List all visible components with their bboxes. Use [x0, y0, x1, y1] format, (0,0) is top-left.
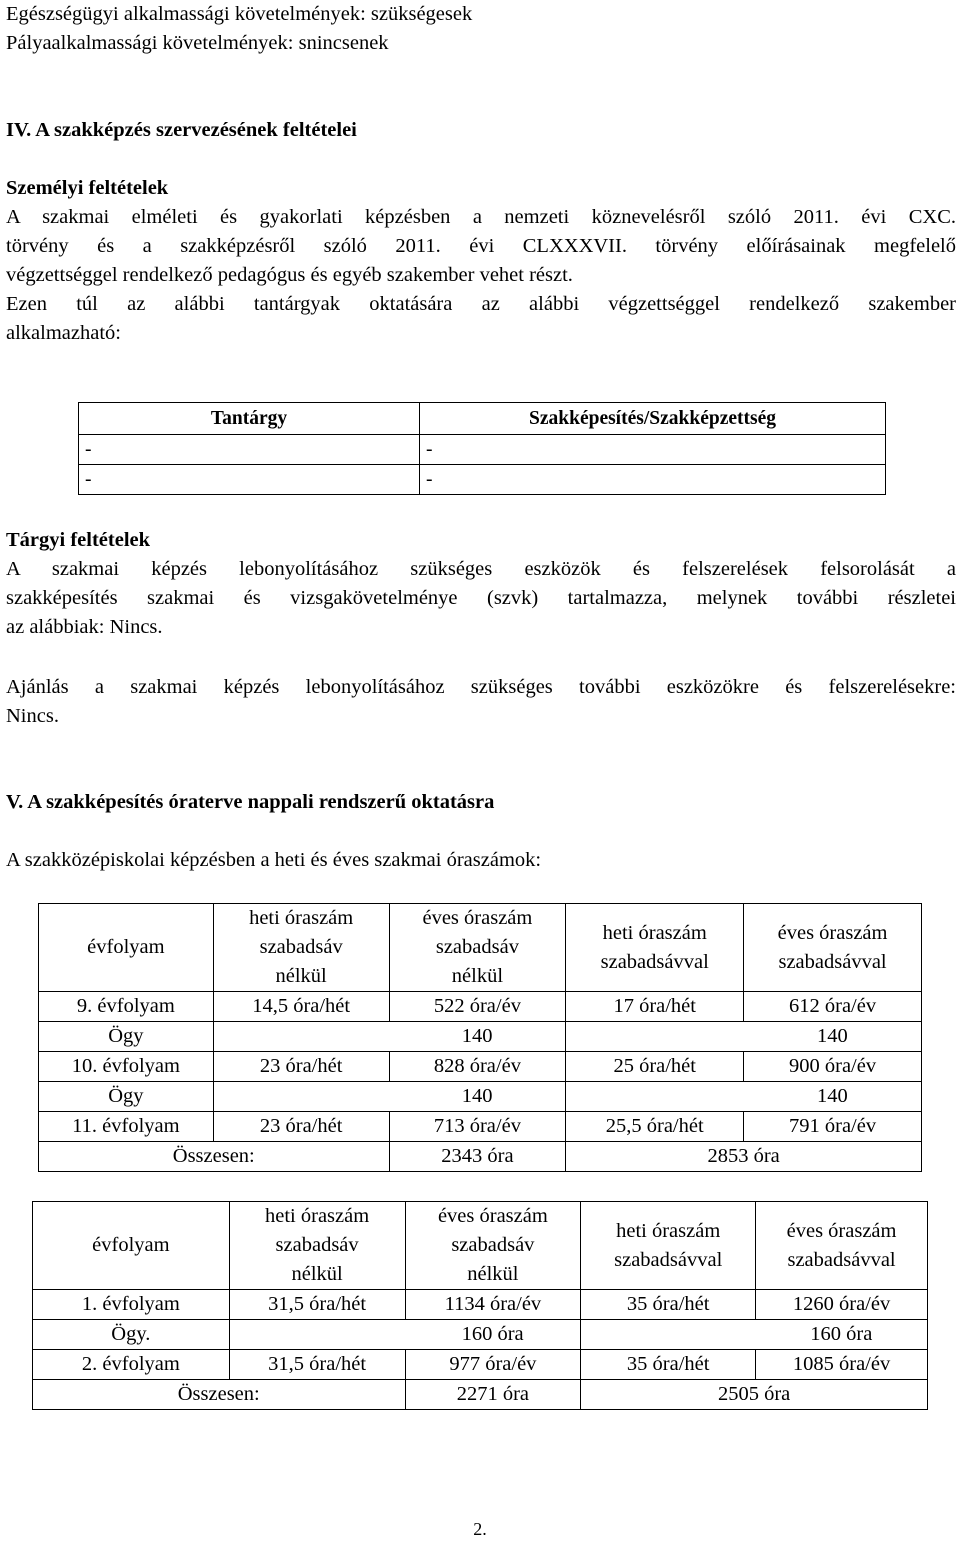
table-row [39, 992, 922, 1022]
table-header-row [33, 1202, 928, 1290]
column-header-line: nélkül [275, 965, 327, 987]
material-line-3: az alábbiak: Nincs. [6, 616, 163, 638]
column-header [581, 1202, 756, 1290]
personal-conditions-heading: Személyi feltételek [6, 177, 169, 199]
column-header-line: évfolyam [92, 1234, 170, 1256]
hours-cell: 1134 óra/év [405, 1290, 581, 1320]
material-line-1: A szakmai képzés lebonyolításához szükséges eszközök és felszerelések felsorolását a [6, 558, 956, 580]
hours-cell: 1260 óra/év [756, 1290, 928, 1320]
summer-practice-hours: 140 [389, 1082, 566, 1112]
empty-cell [566, 1082, 744, 1112]
column-header-line: heti óraszám [249, 907, 354, 929]
qualification-header: Szakképesítés/Szakképzettség [420, 403, 886, 435]
hours-cell: 35 óra/hét [581, 1290, 756, 1320]
column-header-line: szabadsávval [600, 950, 709, 973]
total-without-free: 2271 óra [405, 1380, 581, 1410]
personal-line-5: alkalmazható: [6, 322, 121, 344]
hours-table-2 [32, 1201, 928, 1410]
hours-cell: 23 óra/hét [213, 1112, 389, 1142]
hours-cell: 31,5 óra/hét [229, 1350, 405, 1380]
table-row [39, 1022, 922, 1052]
hours-cell: 14,5 óra/hét [213, 992, 389, 1022]
column-header [756, 1202, 928, 1290]
summer-practice-hours: 160 óra [756, 1320, 928, 1350]
hours-cell: 25,5 óra/hét [566, 1112, 744, 1142]
column-header-line: heti óraszám [602, 921, 707, 944]
column-header-line: szabadsáv [259, 936, 343, 958]
column-header [744, 904, 922, 992]
empty-cell [229, 1320, 405, 1350]
year-cell: 10. évfolyam [39, 1052, 214, 1082]
personal-line-3: végzettséggel rendelkező pedagógus és egyéb szakember vehet részt. [6, 264, 573, 286]
total-with-free: 2853 óra [566, 1142, 922, 1172]
column-header [405, 1202, 581, 1290]
subject-header: Tantárgy [79, 403, 420, 435]
hours-cell: 17 óra/hét [566, 992, 744, 1022]
hours-cell: 23 óra/hét [213, 1052, 389, 1082]
qualification-cell: - [420, 435, 886, 465]
hours-table-1 [38, 903, 922, 1172]
total-label: Összesen: [39, 1142, 390, 1172]
page-number: 2. [473, 1519, 487, 1539]
column-header-line: szabadsáv [451, 1234, 535, 1256]
column-header [566, 904, 744, 992]
personal-line-1: A szakmai elméleti és gyakorlati képzésben a nemzeti köznevelésről szóló 2011. évi CXC. [6, 206, 956, 228]
column-header-line: heti óraszám [265, 1205, 370, 1227]
table-header-row [79, 403, 886, 435]
qualification-cell: - [420, 465, 886, 495]
column-header [39, 904, 214, 992]
empty-cell [213, 1022, 389, 1052]
recommendation-line-2: Nincs. [6, 705, 59, 727]
personal-line-4: Ezen túl az alábbi tantárgyak oktatására az alábbi végzettséggel rendelkező szakember [6, 293, 956, 315]
column-header-line: nélkül [451, 965, 504, 987]
column-header-line: nélkül [291, 1263, 343, 1285]
table-row [33, 1320, 928, 1350]
column-header-line: nélkül [467, 1263, 519, 1285]
column-header-line: évfolyam [87, 936, 165, 958]
summer-practice-hours: 160 óra [405, 1320, 581, 1350]
total-without-free: 2343 óra [389, 1142, 566, 1172]
section-5-intro: A szakközépiskolai képzésben a heti és éves szakmai óraszámok: [6, 849, 542, 871]
total-label: Összesen: [33, 1380, 406, 1410]
table-header-row [39, 904, 922, 992]
empty-cell [581, 1320, 756, 1350]
column-header [389, 904, 566, 992]
hours-cell: 31,5 óra/hét [229, 1290, 405, 1320]
column-header [213, 904, 389, 992]
hours-cell: 522 óra/év [389, 992, 566, 1022]
section-4-title: IV. A szakképzés szervezésének feltételei [6, 119, 357, 141]
hours-cell: 35 óra/hét [581, 1350, 756, 1380]
column-header-line: szabadsávval [787, 1248, 896, 1271]
table-row [79, 465, 886, 495]
summer-practice-label: Ögy [39, 1022, 214, 1052]
column-header-line: szabadsávval [778, 950, 887, 973]
column-header-line: szabadsáv [275, 1234, 359, 1256]
summer-practice-label: Ögy [39, 1082, 214, 1112]
table-row [33, 1290, 928, 1320]
hours-cell: 900 óra/év [744, 1052, 922, 1082]
column-header-line: szabadsávval [614, 1248, 723, 1271]
subject-qualification-table [78, 402, 886, 495]
material-conditions-heading: Tárgyi feltételek [6, 529, 151, 551]
table-row [79, 435, 886, 465]
table-row [33, 1380, 928, 1410]
table-row [39, 1082, 922, 1112]
table-row [39, 1142, 922, 1172]
table-row [39, 1112, 922, 1142]
year-cell: 9. évfolyam [39, 992, 214, 1022]
year-cell: 1. évfolyam [33, 1290, 230, 1320]
health-requirements: Egészségügyi alkalmassági követelmények: szükségesek [6, 3, 473, 25]
personal-line-2: törvény és a szakképzésről szóló 2011. évi CLXXXVII. törvény előírásainak megfelelő [6, 235, 956, 257]
hours-cell: 612 óra/év [744, 992, 922, 1022]
aptitude-requirements: Pályaalkalmassági követelmények: snincsenek [6, 32, 389, 54]
empty-cell [213, 1082, 389, 1112]
hours-cell: 791 óra/év [744, 1112, 922, 1142]
summer-practice-hours: 140 [389, 1022, 566, 1052]
year-cell: 11. évfolyam [39, 1112, 214, 1142]
column-header-line: éves óraszám [777, 921, 888, 944]
hours-cell: 1085 óra/év [756, 1350, 928, 1380]
hours-cell: 828 óra/év [389, 1052, 566, 1082]
empty-cell [566, 1022, 744, 1052]
column-header-line: éves óraszám [422, 907, 533, 929]
column-header [229, 1202, 405, 1290]
table-row [33, 1350, 928, 1380]
subject-cell: - [79, 435, 420, 465]
subject-cell: - [79, 465, 420, 495]
total-with-free: 2505 óra [581, 1380, 928, 1410]
column-header-line: heti óraszám [616, 1219, 721, 1242]
hours-cell: 713 óra/év [389, 1112, 566, 1142]
material-line-2: szakképesítés szakmai és vizsgakövetelménye (szvk) tartalmazza, melynek további részletei [6, 587, 956, 609]
column-header-line: éves óraszám [786, 1219, 897, 1242]
table-row [39, 1052, 922, 1082]
section-5-title: V. A szakképesítés óraterve nappali rendszerű oktatásra [6, 791, 495, 813]
summer-practice-hours: 140 [744, 1082, 922, 1112]
year-cell: 2. évfolyam [33, 1350, 230, 1380]
summer-practice-label: Ögy. [33, 1320, 230, 1350]
hours-cell: 977 óra/év [405, 1350, 581, 1380]
column-header-line: éves óraszám [437, 1205, 548, 1227]
column-header [33, 1202, 230, 1290]
column-header-line: szabadsáv [435, 936, 519, 958]
summer-practice-hours: 140 [744, 1022, 922, 1052]
recommendation-line-1: Ajánlás a szakmai képzés lebonyolításához szükséges további eszközökre és felszerelésekre: [6, 676, 956, 698]
hours-cell: 25 óra/hét [566, 1052, 744, 1082]
